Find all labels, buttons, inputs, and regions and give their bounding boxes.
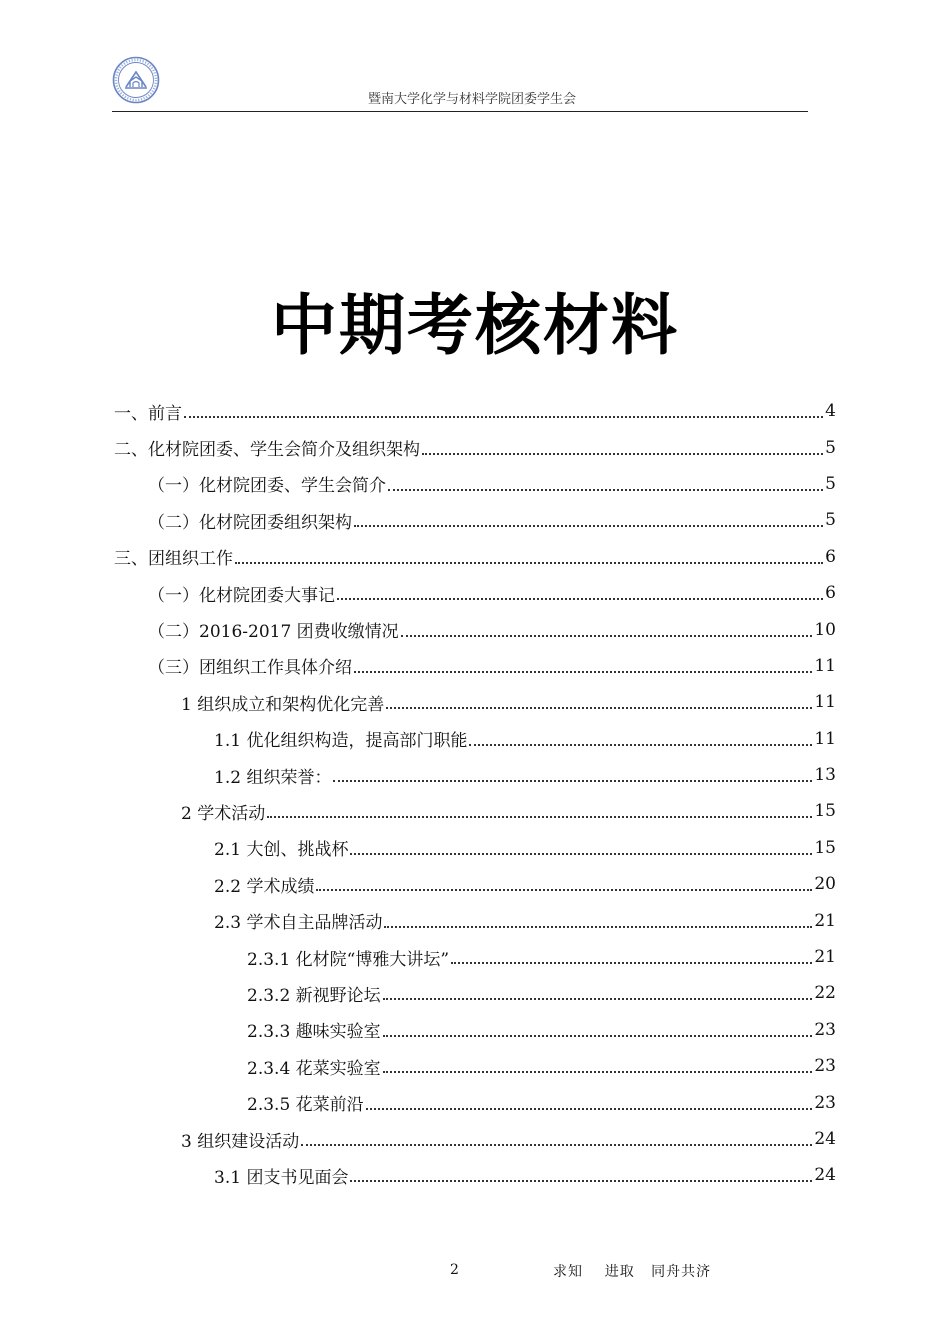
toc-entry-page: 21 [814, 947, 836, 968]
toc-leader-dots [366, 1108, 813, 1110]
toc-entry[interactable] [114, 429, 836, 465]
toc-entry-page: 4 [825, 401, 836, 422]
document-title: 中期考核材料 [271, 286, 679, 364]
toc-entry[interactable] [114, 793, 836, 829]
toc-entry[interactable] [114, 466, 836, 502]
toc-entry-title: 3 组织建设活动 [181, 1131, 300, 1152]
toc-entry-title: 2.3.4 花菜实验室 [247, 1058, 381, 1079]
toc-entry-page: 5 [825, 437, 836, 458]
toc-leader-dots [301, 1144, 812, 1146]
toc-entry-title: （一）化材院团委大事记 [148, 585, 335, 606]
toc-entry-title: （一）化材院团委、学生会简介 [148, 476, 386, 497]
toc-entry-page: 24 [814, 1165, 836, 1186]
toc-entry[interactable] [114, 502, 836, 538]
toc-entry-title: 2.3 学术自主品牌活动 [214, 913, 383, 934]
toc-leader-dots [354, 525, 823, 527]
toc-entry[interactable] [114, 1084, 836, 1120]
toc-entry[interactable] [114, 830, 836, 866]
university-seal-icon [112, 56, 160, 104]
toc-entry[interactable] [114, 1048, 836, 1084]
toc-entry-page: 6 [825, 546, 836, 567]
toc-leader-dots [383, 1071, 813, 1073]
toc-leader-dots [401, 635, 813, 637]
toc-leader-dots [350, 1180, 812, 1182]
toc-entry[interactable] [114, 539, 836, 575]
toc-entry-page: 11 [814, 728, 836, 749]
toc-entry-title: 2.3.3 趣味实验室 [247, 1022, 381, 1043]
toc-entry-page: 22 [814, 983, 836, 1004]
header-divider [112, 111, 808, 112]
toc-entry-page: 11 [814, 655, 836, 676]
toc-entry-page: 24 [814, 1129, 836, 1149]
toc-entry[interactable] [114, 866, 836, 902]
toc-entry-title: 2 学术活动 [181, 803, 266, 824]
toc-leader-dots [384, 926, 812, 928]
toc-entry-title: 2.1 大创、挑战杯 [214, 840, 349, 861]
toc-entry-title: 2.2 学术成绩 [214, 876, 315, 897]
toc-entry[interactable] [114, 1157, 836, 1193]
toc-entry[interactable] [114, 902, 836, 938]
toc-entry[interactable] [114, 975, 836, 1011]
toc-entry-page: 23 [814, 1056, 836, 1077]
toc-entry[interactable] [114, 393, 836, 429]
toc-entry-page: 11 [814, 692, 836, 713]
toc-entry-title: 3.1 团支书见面会 [214, 1167, 349, 1188]
toc-entry[interactable] [114, 757, 836, 793]
toc-entry[interactable] [114, 1121, 836, 1157]
toc-leader-dots [354, 671, 812, 673]
toc-entry-title: 2.3.2 新视野论坛 [247, 985, 381, 1006]
page-number: 2 [450, 1262, 459, 1278]
toc-entry-page: 23 [814, 1092, 836, 1113]
toc-entry-title: 2.3.1 化材院“博雅大讲坛” [247, 949, 450, 970]
toc-entry-title: 1.2 组织荣誉： [214, 767, 332, 788]
toc-entry-title: （二）2016-2017 团费收缴情况 [148, 622, 399, 643]
toc-entry[interactable] [114, 1012, 836, 1048]
toc-entry[interactable] [114, 611, 836, 647]
toc-entry-title: （三）团组织工作具体介绍 [148, 658, 352, 679]
toc-leader-dots [422, 453, 823, 455]
toc-entry[interactable] [114, 721, 836, 757]
toc-leader-dots [337, 598, 823, 600]
toc-entry-title: 二、化材院团委、学生会简介及组织架构 [114, 440, 420, 461]
toc-leader-dots [383, 1035, 813, 1037]
toc-leader-dots [333, 780, 812, 782]
toc-leader-dots [388, 489, 823, 491]
toc-entry-page: 21 [814, 910, 836, 931]
toc-entry-title: 三、团组织工作 [114, 549, 233, 570]
toc-leader-dots [383, 998, 813, 1000]
toc-entry[interactable] [114, 684, 836, 720]
toc-leader-dots [235, 562, 823, 564]
toc-entry-title: （二）化材院团委组织架构 [148, 512, 352, 533]
toc-entry-title: 一、前言 [114, 403, 182, 424]
toc-entry-page: 13 [814, 765, 836, 786]
toc-entry-page: 15 [814, 837, 836, 858]
toc-leader-dots [469, 744, 812, 746]
toc-entry-page: 6 [825, 583, 836, 604]
toc-entry[interactable] [114, 575, 836, 611]
toc-entry-title: 1.1 优化组织构造，提高部门职能 [214, 731, 468, 752]
toc-leader-dots [316, 889, 812, 891]
toc-entry-page: 23 [814, 1019, 836, 1040]
toc-leader-dots [350, 853, 812, 855]
toc-entry-title: 2.3.5 花菜前沿 [247, 1095, 364, 1116]
toc-leader-dots [386, 707, 812, 709]
toc-entry-page: 5 [825, 510, 836, 531]
table-of-contents [114, 393, 836, 1194]
toc-entry[interactable] [114, 939, 836, 975]
header-org-name: 暨南大学化学与材料学院团委学生会 [368, 92, 577, 107]
toc-entry-page: 5 [825, 473, 836, 494]
toc-leader-dots [451, 962, 812, 964]
toc-entry-page: 20 [814, 874, 836, 895]
toc-entry-title: 1 组织成立和架构优化完善 [181, 694, 385, 715]
footer-motto: 求知 进取 同舟共济 [553, 1264, 712, 1280]
toc-entry-page: 15 [814, 801, 836, 822]
toc-entry[interactable] [114, 648, 836, 684]
toc-entry-page: 10 [814, 619, 836, 640]
toc-leader-dots [184, 416, 823, 418]
toc-leader-dots [267, 816, 812, 818]
